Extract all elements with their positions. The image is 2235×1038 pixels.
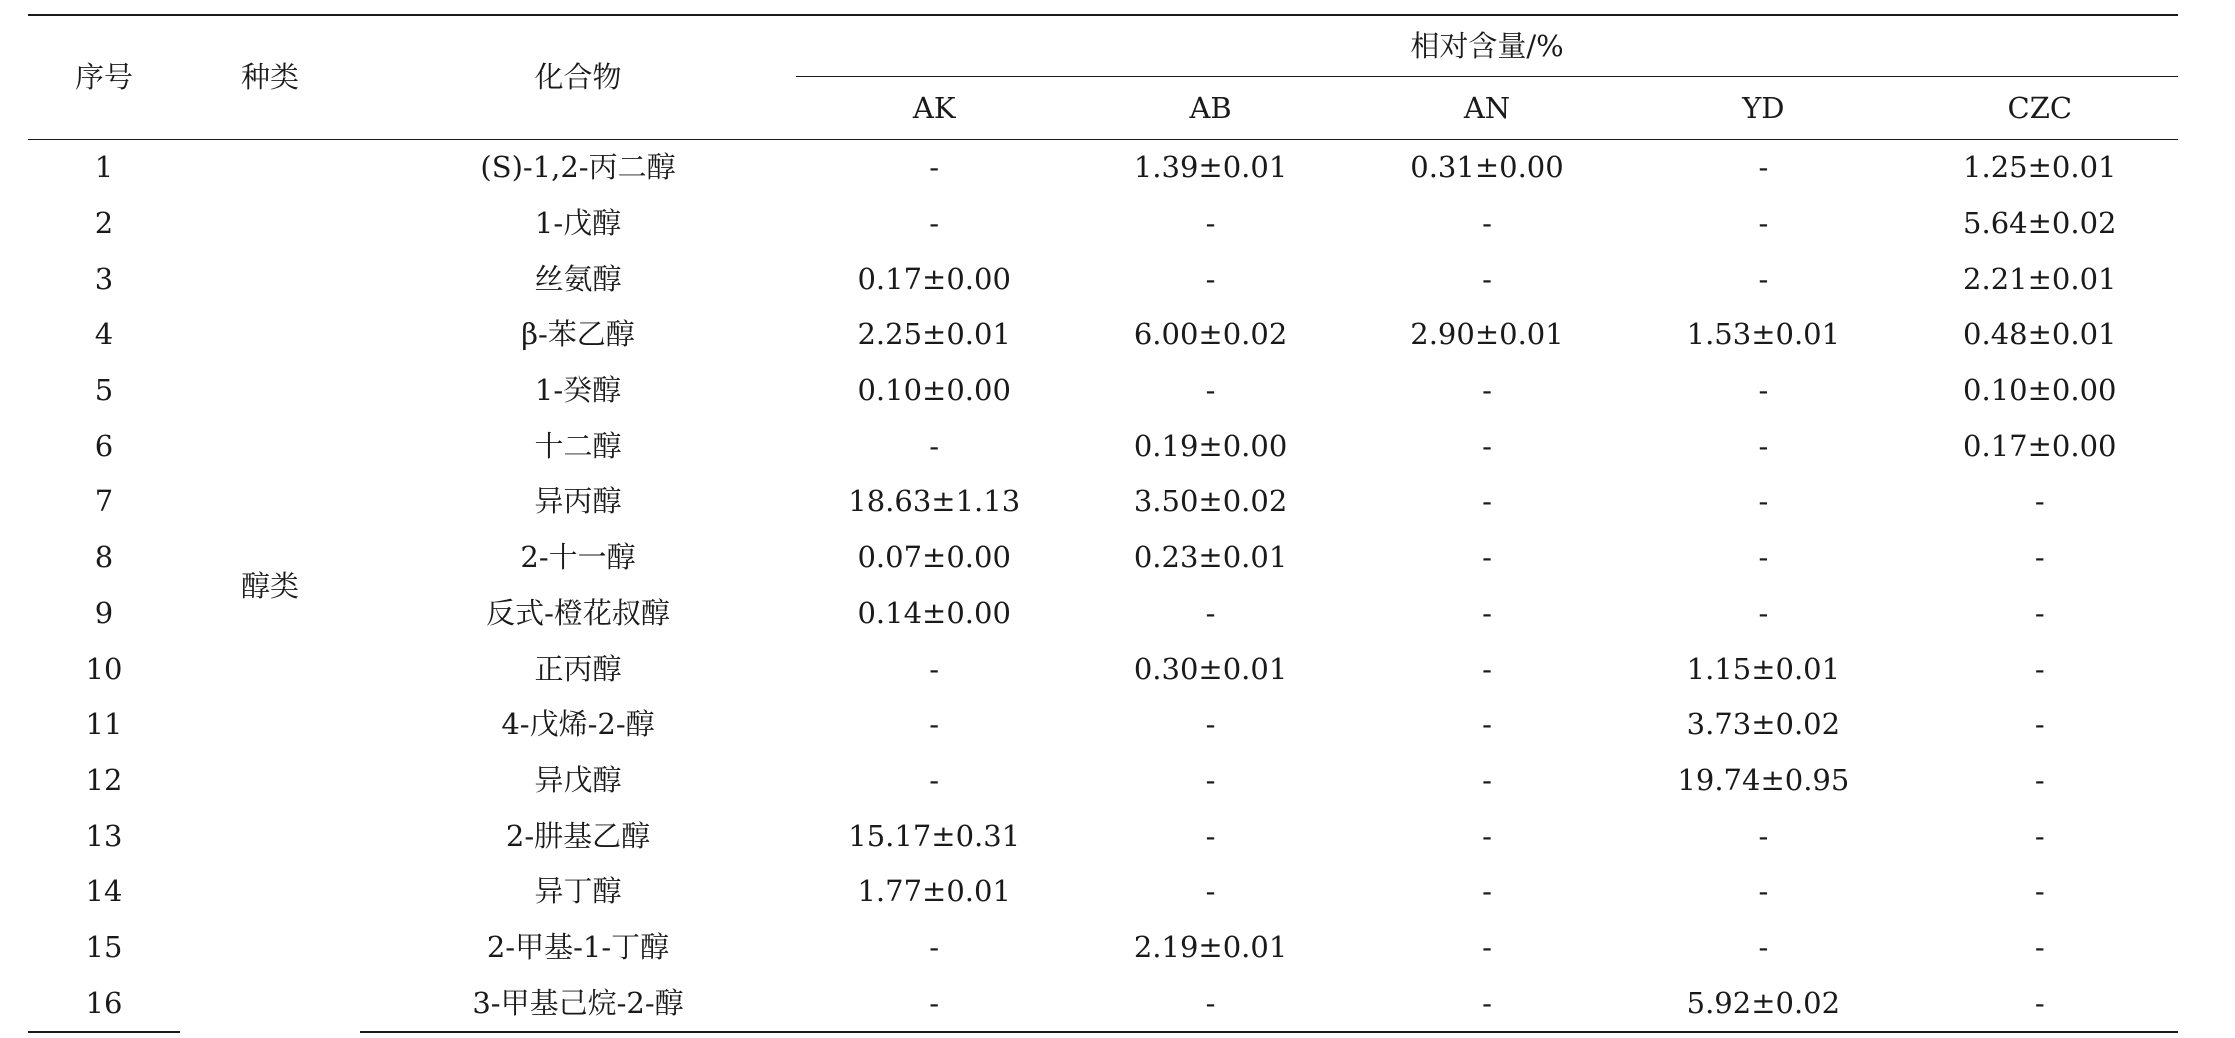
value-cell: - — [2034, 818, 2045, 853]
row-index: 12 — [85, 762, 123, 797]
row-index: 16 — [28, 975, 180, 1032]
value-cell: 6.00±0.02 — [1133, 317, 1288, 352]
value-cell: - — [1072, 975, 1348, 1032]
value-cell: - — [1482, 651, 1492, 686]
data-table-container — [28, 14, 2178, 1033]
row-index: 9 — [94, 595, 114, 630]
value-cell: 5.92±0.02 — [1625, 975, 1901, 1032]
compound-name: 异丙醇 — [534, 484, 622, 519]
row-index: 10 — [85, 651, 123, 686]
value-cell: - — [1482, 595, 1492, 630]
value-cell: 2.25±0.01 — [857, 317, 1011, 352]
value-cell: 3.73±0.02 — [1686, 707, 1841, 742]
value-cell: - — [1758, 206, 1769, 241]
header-sample: CZC — [1902, 77, 2178, 140]
value-cell: - — [2034, 540, 2045, 575]
value-cell: - — [1482, 818, 1492, 853]
header-compound: 化合物 — [360, 15, 796, 140]
value-cell: - — [2034, 929, 2045, 964]
compound-name: 2-十一醇 — [520, 540, 636, 575]
value-cell: 0.23±0.01 — [1133, 540, 1288, 575]
value-cell: - — [1482, 540, 1492, 575]
value-cell: - — [2034, 484, 2045, 519]
compound-name: 异戊醇 — [534, 762, 622, 797]
header-sample: AN — [1349, 77, 1625, 140]
compound-name: 1-癸醇 — [534, 373, 622, 408]
value-cell: - — [1758, 818, 1769, 853]
relative-content-table — [28, 14, 2178, 1033]
value-cell: 5.64±0.02 — [1963, 206, 2117, 241]
value-cell: - — [1758, 595, 1769, 630]
row-index: 5 — [94, 373, 114, 408]
row-index: 7 — [94, 484, 114, 519]
value-cell: - — [1758, 373, 1769, 408]
value-cell: - — [1205, 707, 1216, 742]
value-cell: 0.31±0.00 — [1410, 150, 1564, 185]
value-cell: 1.77±0.01 — [857, 874, 1011, 909]
value-cell: 0.48±0.01 — [1963, 317, 2117, 352]
value-cell: - — [929, 929, 940, 964]
row-index: 8 — [94, 540, 114, 575]
value-cell: 1.25±0.01 — [1963, 150, 2117, 185]
value-cell: - — [1758, 929, 1769, 964]
row-index: 6 — [94, 428, 114, 463]
value-cell: 0.10±0.00 — [1963, 373, 2117, 408]
compound-name: 正丙醇 — [534, 651, 622, 686]
compound-name: 2-肼基乙醇 — [505, 818, 651, 853]
value-cell: - — [1482, 707, 1492, 742]
value-cell: 1.39±0.01 — [1133, 150, 1288, 185]
value-cell: - — [929, 428, 940, 463]
value-cell: - — [2034, 651, 2045, 686]
compound-name: 3-甲基己烷-2-醇 — [360, 975, 796, 1032]
value-cell: - — [1482, 874, 1492, 909]
value-cell: - — [2034, 707, 2045, 742]
compound-name: 反式-橙花叔醇 — [486, 595, 670, 630]
value-cell: - — [1205, 874, 1216, 909]
header-relative-content: 相对含量/% — [796, 15, 2178, 77]
value-cell: 0.14±0.00 — [857, 595, 1011, 630]
value-cell: 15.17±0.31 — [848, 818, 1021, 853]
value-cell: - — [1482, 206, 1492, 241]
row-index: 4 — [94, 317, 114, 352]
row-index: 3 — [94, 261, 114, 296]
compound-name: 2-甲基-1-丁醇 — [486, 929, 670, 964]
value-cell: 19.74±0.95 — [1677, 762, 1850, 797]
compound-name: 异丁醇 — [534, 874, 622, 909]
compound-name: (S)-1,2-丙二醇 — [480, 150, 676, 185]
value-cell: 0.30±0.01 — [1133, 651, 1288, 686]
header-index: 序号 — [28, 15, 180, 140]
value-cell: - — [1205, 818, 1216, 853]
value-cell: - — [1205, 206, 1216, 241]
value-cell: - — [1758, 150, 1769, 185]
value-cell: - — [1758, 874, 1769, 909]
value-cell: 18.63±1.13 — [848, 484, 1021, 519]
value-cell: - — [1758, 540, 1769, 575]
value-cell: - — [1758, 428, 1769, 463]
value-cell: - — [1205, 762, 1216, 797]
value-cell: - — [1205, 373, 1216, 408]
value-cell: - — [2034, 874, 2045, 909]
row-index: 14 — [85, 874, 123, 909]
value-cell: 2.21±0.01 — [1963, 261, 2117, 296]
value-cell: - — [1482, 261, 1492, 296]
value-cell: - — [1902, 975, 2178, 1032]
value-cell: - — [796, 975, 1072, 1032]
value-cell: 2.19±0.01 — [1133, 929, 1288, 964]
value-cell: 3.50±0.02 — [1133, 484, 1288, 519]
compound-name: 1-戊醇 — [534, 206, 622, 241]
row-index: 13 — [85, 818, 123, 853]
value-cell: - — [1758, 484, 1769, 519]
value-cell: - — [929, 762, 940, 797]
row-index: 1 — [94, 150, 114, 185]
header-sample: AK — [796, 77, 1072, 140]
row-index: 11 — [85, 707, 123, 742]
row-index: 15 — [85, 929, 123, 964]
value-cell: - — [929, 150, 940, 185]
value-cell: - — [929, 651, 940, 686]
row-index: 2 — [94, 206, 114, 241]
table-row — [28, 140, 2178, 196]
category-cell: 醇类 — [240, 568, 299, 603]
compound-name: 十二醇 — [534, 428, 622, 463]
header-sample: YD — [1625, 77, 1901, 140]
value-cell: 0.17±0.00 — [1963, 428, 2117, 463]
header-category: 种类 — [180, 15, 360, 140]
value-cell: - — [1482, 373, 1492, 408]
value-cell: - — [1482, 929, 1492, 964]
value-cell: 0.10±0.00 — [857, 373, 1011, 408]
value-cell: 1.53±0.01 — [1686, 317, 1841, 352]
value-cell: - — [1482, 428, 1492, 463]
value-cell: 0.07±0.00 — [857, 540, 1011, 575]
value-cell: - — [1205, 261, 1216, 296]
header-sample: AB — [1072, 77, 1348, 140]
value-cell: - — [2034, 595, 2045, 630]
value-cell: 1.15±0.01 — [1686, 651, 1841, 686]
table-body — [28, 140, 2178, 1033]
value-cell: - — [2034, 762, 2045, 797]
compound-name: β-苯乙醇 — [521, 317, 635, 352]
value-cell: - — [1482, 762, 1492, 797]
compound-name: 4-戊烯-2-醇 — [501, 707, 655, 742]
value-cell: - — [929, 206, 940, 241]
value-cell: 0.17±0.00 — [857, 261, 1011, 296]
value-cell: - — [1349, 975, 1625, 1032]
value-cell: - — [1482, 484, 1492, 519]
value-cell: - — [1205, 595, 1216, 630]
value-cell: - — [929, 707, 940, 742]
value-cell: 0.19±0.00 — [1133, 428, 1288, 463]
compound-name: 丝氨醇 — [534, 261, 622, 296]
value-cell: 2.90±0.01 — [1410, 317, 1564, 352]
value-cell: - — [1758, 261, 1769, 296]
